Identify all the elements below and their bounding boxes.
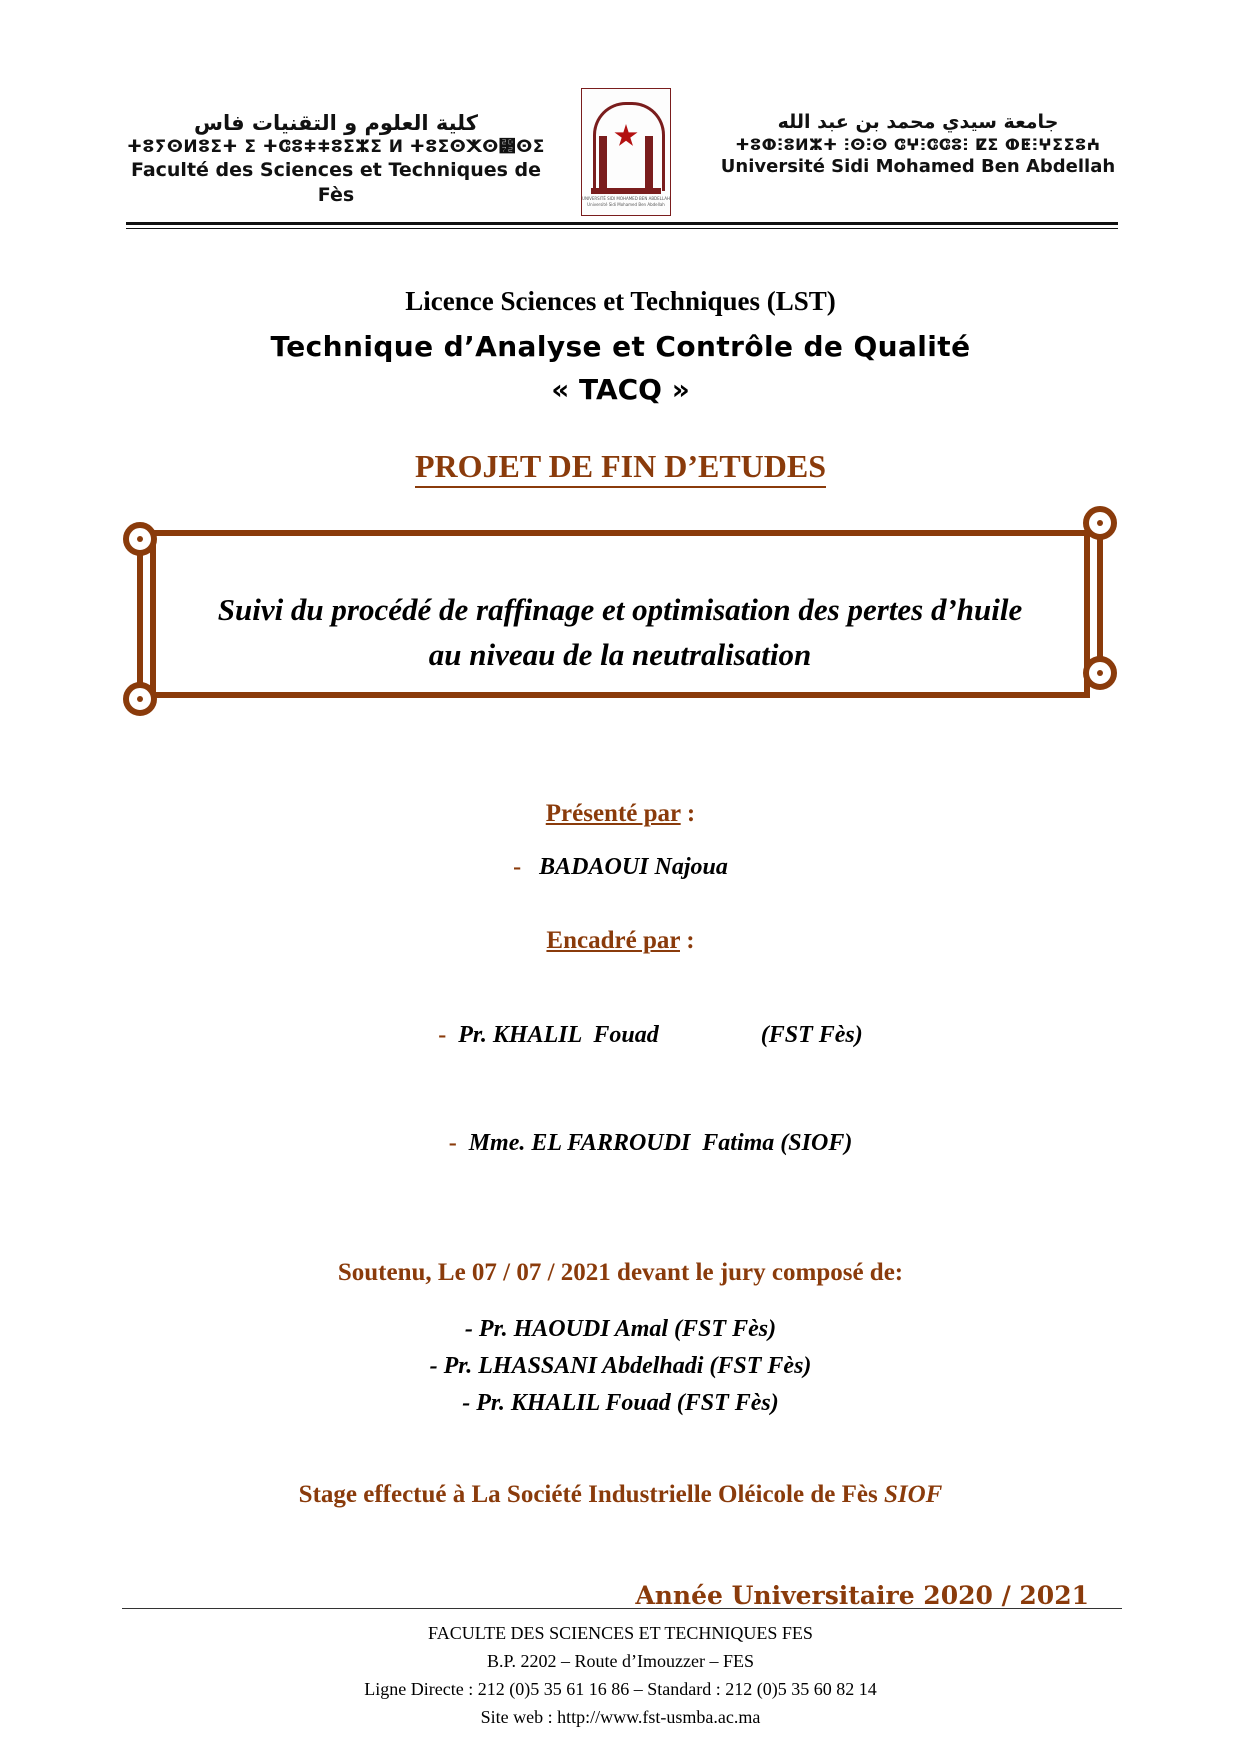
presented-by-underlined: Présenté par (545, 800, 681, 827)
supervisor-dash-2: - (448, 1130, 457, 1156)
university-name-arabic: جامعة سيدي محمد بن عبد الله (777, 111, 1059, 133)
banner-arm-left (137, 540, 143, 690)
faculty-name-arabic: كلية العلوم و التقنيات فاس (194, 111, 478, 135)
project-label (0, 448, 1241, 485)
supervisor-name-2: Mme. EL FARROUDI Fatima (SIOF) (468, 1130, 853, 1156)
footer-line-4: Site web : http://www.fst-usmba.ac.ma (480, 1706, 761, 1727)
logo-base (591, 188, 661, 194)
logo-pillar-right (645, 136, 653, 188)
banner-curl-top-left (123, 522, 157, 556)
university-logo-icon (581, 88, 671, 216)
supervisor-list (0, 981, 1241, 1197)
banner-arm-right (1097, 522, 1103, 674)
footer-line-1: FACULTE DES SCIENCES ET TECHNIQUES FES (428, 1623, 813, 1643)
footer-line-2: B.P. 2202 – Route d’Imouzzer – FES (487, 1650, 754, 1671)
footer-divider (122, 1608, 1122, 1609)
presented-by-colon: : (680, 800, 696, 827)
project-label-text: PROJET DE FIN D’ETUDES (415, 448, 826, 488)
supervised-by-underlined: Encadré par (546, 927, 680, 954)
credits-section (0, 800, 1241, 1610)
list-item: - Pr. KHALIL Fouad (FST Fès) (462, 1390, 779, 1417)
supervised-block (0, 927, 1241, 1197)
banner-frame (150, 530, 1090, 698)
supervisor-dash-1: - (438, 1022, 447, 1048)
header-divider-thick (126, 222, 1118, 225)
list-item: - Pr. HAOUDI Amal (FST Fès) (464, 1316, 777, 1342)
supervised-by-colon: : (680, 927, 695, 954)
footer-line-3: Ligne Directe : 212 (0)5 35 61 16 86 – Standard : 212 (0)5 35 60 82 14 (364, 1678, 877, 1699)
student-name: BADAOUI Najoua (539, 854, 728, 880)
diploma-line-1: Licence Sciences et Techniques (LST) (405, 286, 836, 316)
logo-pillar-left (599, 136, 607, 188)
university-name-tifinagh: ⵜⵓⵀⵗⵓⵍⵣⵜ ⵗⵙⵗⵙ ⵛⵖⵗⵛⵛⵓⵗ ⵇⵉ ⵀⵟⵗⵖⵉⵉⵓⵄ (735, 134, 1101, 154)
diploma-line-2: Technique d’Analyse et Contrôle de Qualité (270, 330, 971, 363)
page-footer (0, 1620, 1241, 1732)
internship-prefix: Stage effectué à La Société Industrielle Oléicole de Fès (298, 1480, 884, 1508)
supervisor-name-1: Pr. KHALIL Fouad (FST Fès) (458, 1022, 863, 1048)
jury-list (0, 1311, 1241, 1423)
thesis-subject: Suivi du procédé de raffinage et optimisation des pertes d’huile au niveau de la neutralisation (217, 592, 1023, 672)
faculty-name-french: Faculté des Sciences et Techniques de Fès (130, 159, 542, 207)
university-name-french: Université Sidi Mohamed Ben Abdellah (720, 156, 1116, 178)
diploma-line-3: « TACQ » (551, 373, 690, 406)
banner-curl-bottom-right (1083, 656, 1117, 690)
list-item (0, 1089, 1241, 1197)
faculty-name-tifinagh: ⵜⵓⵢⵙⵍⵓⵉⵜ ⵉ ⵜⵛⵓⵐⵐⵓⵉⵣⵉ ⵍ ⵜⵓⵉⵙⵅⵙ⵲ⵙⵉ (127, 137, 545, 158)
list-item: - Pr. LHASSANI Abdelhadi (FST Fès) (429, 1353, 812, 1380)
supervised-by-label (0, 927, 1241, 955)
logo-caption: UNIVERSITÉ SIDI MOHAMED BEN ABDELLAH Université Sidi Mohamed Ben Abdellah (582, 196, 670, 207)
internship-line (0, 1481, 1241, 1509)
presented-by-label (0, 800, 1241, 828)
institution-header (126, 88, 1118, 218)
academic-year: Année Universitaire 2020 / 2021 (635, 1580, 1089, 1610)
defense-heading: Soutenu, Le 07 / 07 / 2021 devant le jury composé de: (337, 1259, 904, 1286)
banner-curl-top-right (1083, 506, 1117, 540)
banner-curl-bottom-left (123, 682, 157, 716)
list-item (0, 981, 1241, 1089)
subject-banner (115, 500, 1125, 730)
student-dash: - (513, 854, 522, 880)
header-divider-thin (126, 228, 1118, 229)
student-row (0, 854, 1241, 881)
internship-company: SIOF (883, 1480, 943, 1508)
faculty-block (126, 110, 546, 208)
university-block (718, 110, 1118, 179)
